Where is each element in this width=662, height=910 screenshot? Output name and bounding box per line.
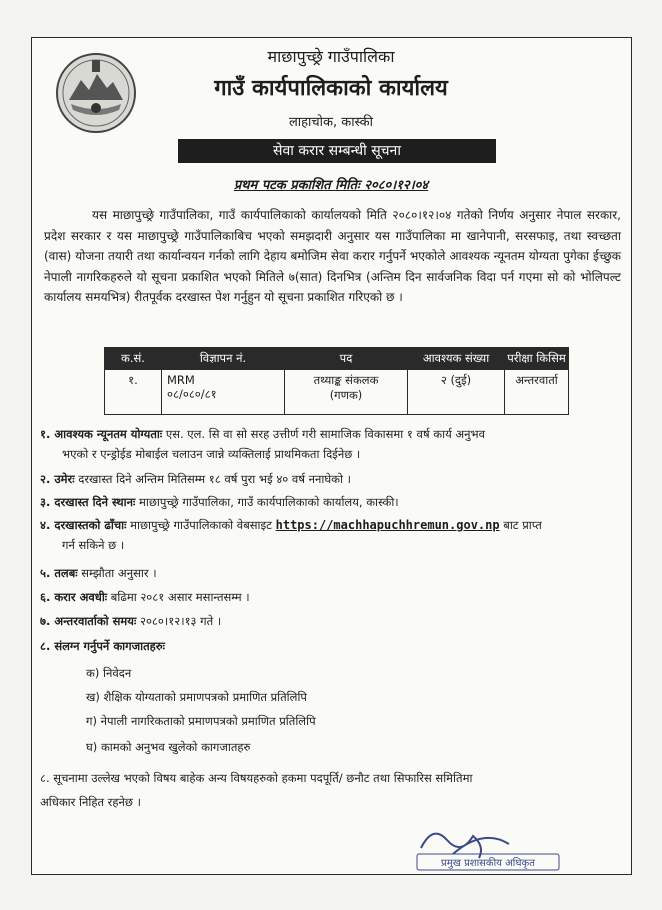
item-application-format [40,515,622,535]
table-header-row [105,348,569,370]
notice-title: सेवा करार सम्बन्धी सूचना [178,139,496,163]
item-qualification [40,424,622,444]
item-interview-time [40,611,622,631]
adv-no-line2: ०८/०८०/८१ [167,387,217,401]
application-format-continued: गर्न सकिने छ । [62,538,125,552]
document-item: ग) नेपाली नागरिकताको प्रमाणपत्रको प्रमाणित प्रतिलिपि [86,714,316,728]
qualification-text: एस. एल. सि वा सो सरह उत्तीर्ण गरी सामाजिक विकासमा १ वर्ष कार्य अनुभव [162,427,486,441]
publish-date [0,175,662,193]
post-line1: तथ्याङ्क संकलक [313,373,379,387]
salary-text: सम्झौता अनुसार । [77,566,157,580]
document-item: घ) कामको अनुभव खुलेको कागजातहरु [86,740,251,754]
cell-sn: १. [105,370,162,415]
table-header: आवश्यक संख्या [408,348,505,370]
interview-time-label: ७. अन्तरवार्ताको समयः [40,614,137,628]
item-authority: ८. सूचनामा उल्लेख भएको विषय बाहेक अन्य विषयहरुको हकमा पदपूर्ति/ छनौट तथा सिफारिस समितिमा [40,771,473,785]
table-header: पद [285,348,408,370]
municipality-name: माछापुच्छ्रे गाउँपालिका [267,47,395,66]
cell-post [285,370,408,415]
item-contract-period [40,587,622,607]
documents-label: ८. संलग्न गर्नुपर्ने कागजातहरुः [40,639,165,653]
salary-label: ५. तलबः [40,566,78,580]
qualification-continued: भएको र एन्ड्रोईड मोबाईल चलाउन जान्ने व्यक्तिलाई प्राथमिकता दिईनेछ । [62,447,361,461]
cell-count: २ (दुई) [408,370,505,415]
website-link[interactable]: https://machhapuchhremun.gov.np [275,518,500,532]
stamp-text: प्रमुख प्रशासकीय अधिकृत [441,858,535,869]
body-paragraph: यस माछापुच्छ्रे गाउँपालिका, गाउँ कार्यपालिकाको कार्यालयको मिति २०८०।१२।०४ गतेको निर्णय अनुसार नेपाल सरकार, प्रदेश सरकार र यस माछापुच्छ्रे गाउँपालिकाबिच भएको समझदारी अनुसार यस गाउँपालिका मा खानेपानी, सरसफाइ, तथा स्वच्छता (वास) योजना तयारी तथा कार्यान्वयन गर्नको लागि देहाय बमोजिम सेवा करार गर्नुपर्ने भएकोले आवश्यक न्यूनतम योग्यता पुगेका ईच्छुक नेपाली नागरिकहरुले यो सूचना प्रकाशित भएको मितिले ७(सात) दिनभित्र (अन्तिम दिन सार्वजनिक विदा पर्न गएमा सो को भोलिपल्ट कार्यालय समयभित्र) रीतपूर्वक दरखास्त पेश गर्नुहुन यो सूचना प्रकाशित गरिएको छ । [44,208,621,304]
contract-period-label: ६. करार अवधीः [40,590,108,604]
table-row [105,370,569,415]
item-documents [40,636,622,656]
application-format-text: माछापुच्छ्रे गाउँपालिकाको वेबसाइट [126,518,276,532]
signature-stamp [413,818,563,872]
post-line2: (गणक) [329,388,363,402]
item-age [40,469,622,489]
age-label: २. उमेरः [40,472,75,486]
table-header: विज्ञापन नं. [162,348,285,370]
adv-no-line1: MRM [167,373,195,387]
document-item: ख) शैक्षिक योग्यताको प्रमाणपत्रको प्रमाणित प्रतिलिपि [86,690,307,704]
qualification-label: १. आवश्यक न्यूनतम योग्यताः [40,427,163,441]
application-place-text: माछापुच्छ्रे गाउँपालिका, गाउँ कार्यपालिकाको कार्यालय, कास्की। [135,495,399,509]
table-header: क.सं. [105,348,162,370]
office-address: लाहाचोक, कास्की [288,115,374,130]
document-item: क) निवेदन [86,666,132,680]
application-format-after: बाट प्राप्त [499,518,542,532]
age-text: दरखास्त दिने अन्तिम मितिसम्म १८ वर्ष पुरा भई ४० वर्ष ननाघेको । [74,472,351,486]
item-application-place [40,492,622,512]
authority-continued: अधिकार निहित रहनेछ । [40,795,141,809]
contract-period-text: बढिमा २०८१ असार मसान्तसम्म । [107,590,250,604]
interview-time-text: २०८०।१२।१३ गते । [136,614,222,628]
vacancy-table [104,347,569,415]
item-salary [40,563,622,583]
cell-adv-no [162,370,285,415]
publish-date-text: प्रथम पटक प्रकाशित मितिः २०८०।१२।०४ [233,178,429,193]
cell-exam: अन्तरवार्ता [505,370,569,415]
application-place-label: ३. दरखास्त दिने स्थानः [40,495,136,509]
table-header: परीक्षा किसिम [505,348,569,370]
office-name: गाउँ कार्यपालिकाको कार्यालय [214,76,448,101]
application-format-label: ४. दरखास्तको ढाँचाः [40,518,127,532]
